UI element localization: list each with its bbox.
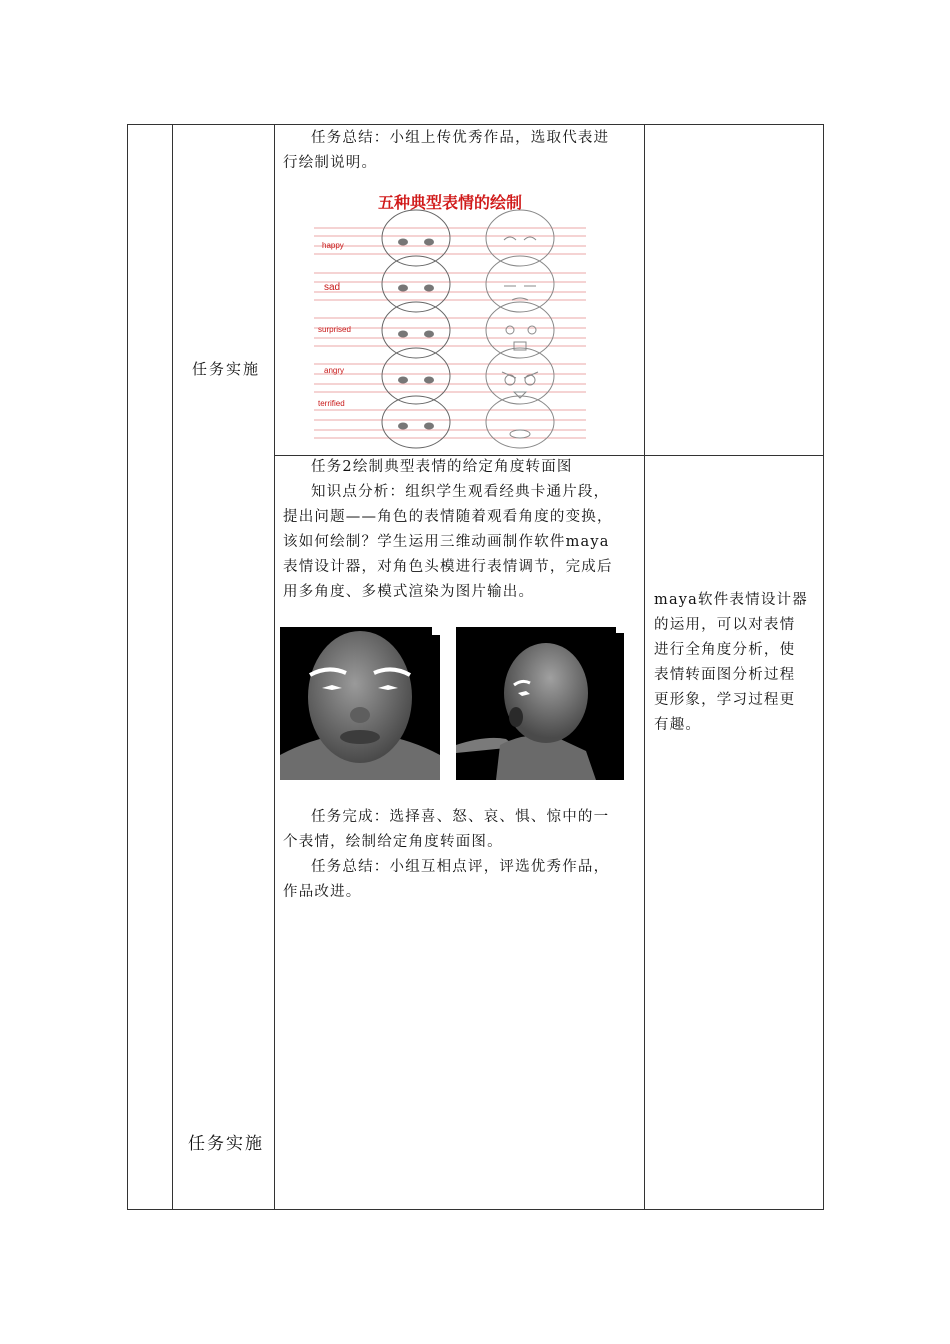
task-summary-line: 任务总结：小组互相点评，评选优秀作品，	[311, 859, 610, 875]
task2-line: 用多角度、多模式渲染为图片输出。	[283, 584, 535, 600]
render-front-svg	[280, 627, 440, 780]
figure-label-happy: happy	[322, 241, 344, 250]
figure-label-angry: angry	[324, 366, 345, 375]
table-left-border	[127, 124, 128, 1210]
right-note-line: 更形象，学习过程更	[654, 692, 796, 708]
render-side-view	[456, 627, 624, 780]
task2-line: 知识点分析：组织学生观看经典卡通片段，	[311, 484, 610, 500]
stage-label-top: 任务实施	[192, 360, 261, 378]
right-note-line: 进行全角度分析，使	[654, 642, 796, 658]
render-front-view	[280, 627, 440, 780]
task-done-text	[283, 805, 638, 905]
task2-line: 该如何绘制？学生运用三维动画制作软件maya	[283, 534, 610, 550]
right-note-line: 的运用，可以对表情	[654, 617, 796, 633]
expressions-figure	[314, 188, 586, 450]
table-bottom-border	[127, 1209, 824, 1210]
task2-text	[283, 455, 638, 605]
table-top-border	[127, 124, 824, 125]
right-note-line: 有趣。	[654, 717, 702, 733]
right-note-line: maya软件表情设计器	[654, 592, 808, 608]
task-summary-line: 作品改进。	[283, 884, 362, 900]
column-divider-2	[274, 124, 275, 1210]
right-note	[654, 588, 819, 738]
front-face-eyes	[398, 239, 434, 430]
render-side-svg	[456, 627, 624, 780]
task-done-line: 个表情，绘制给定角度转面图。	[283, 834, 503, 850]
task-done-line: 任务完成：选择喜、怒、哀、惧、惊中的一	[311, 809, 610, 825]
summary-text-upper	[283, 126, 638, 176]
stage-label-bottom: 任务实施	[188, 1134, 264, 1154]
figure-label-surprised: surprised	[318, 325, 351, 334]
table-right-border	[823, 124, 824, 1210]
figure-label-sad: sad	[324, 282, 341, 293]
expressions-figure-svg	[314, 188, 586, 450]
summary-line: 任务总结：小组上传优秀作品，选取代表进	[311, 130, 610, 146]
column-divider-1	[172, 124, 173, 1210]
summary-line: 行绘制说明。	[283, 155, 378, 171]
task2-title: 任务2绘制典型表情的给定角度转面图	[311, 459, 573, 475]
right-note-line: 表情转面图分析过程	[654, 667, 796, 683]
figure-label-terrified: terrified	[318, 399, 345, 408]
column-divider-3	[644, 124, 645, 1210]
task2-line: 表情设计器，对角色头模进行表情调节，完成后	[283, 559, 613, 575]
task2-line: 提出问题——角色的表情随着观看角度的变换，	[283, 509, 613, 525]
figure-title: 五种典型表情的绘制	[377, 193, 523, 212]
